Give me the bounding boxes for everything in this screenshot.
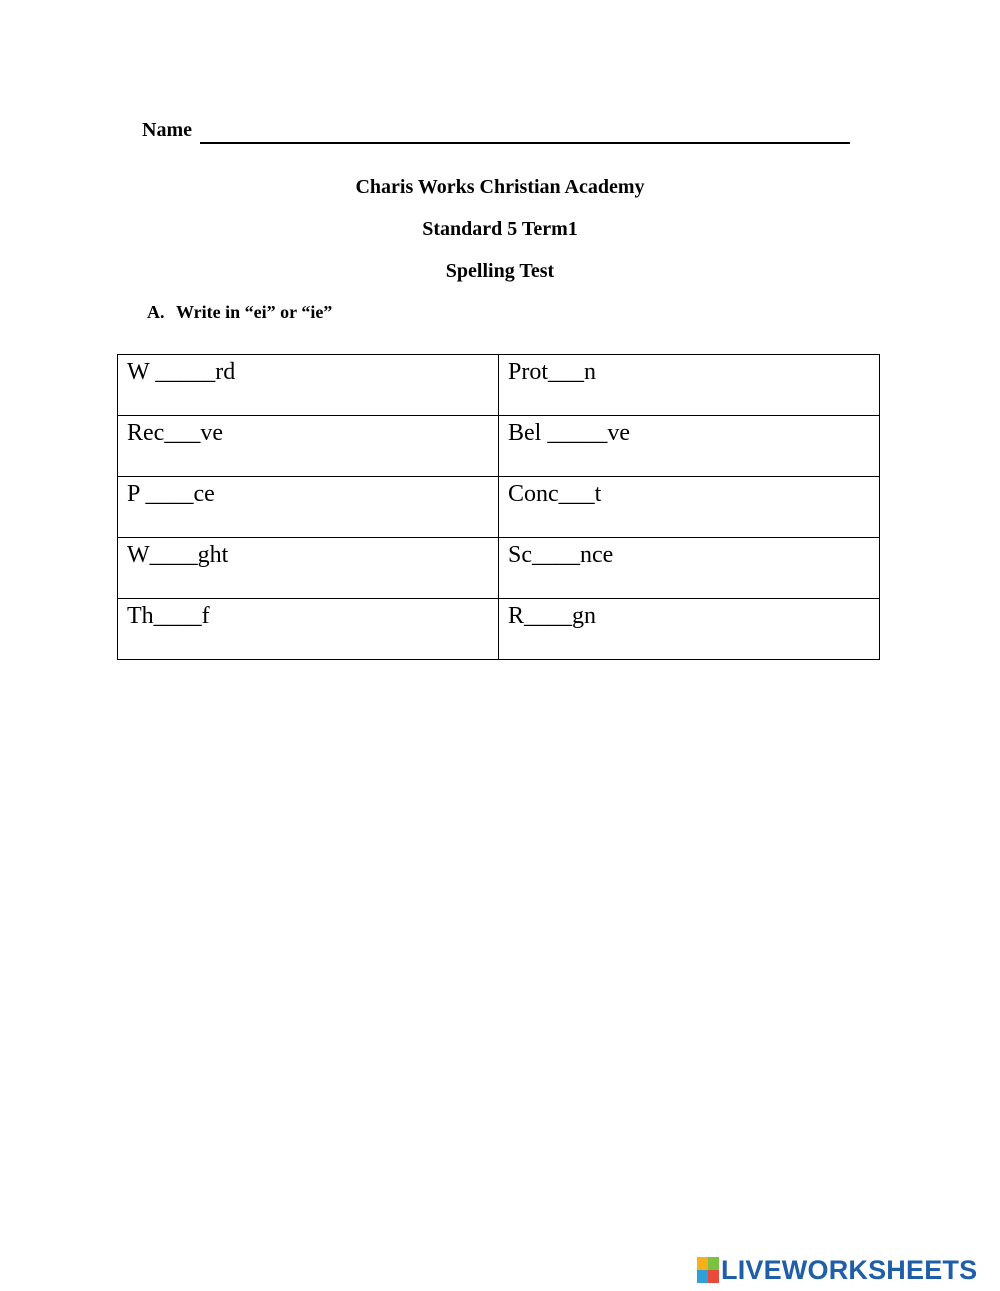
test-title: Spelling Test (445, 260, 555, 282)
school-name: Charis Works Christian Academy (355, 176, 645, 198)
logo-block (708, 1257, 719, 1270)
logo-block (697, 1257, 708, 1270)
table-row (118, 477, 880, 538)
table-row (118, 355, 880, 416)
name-blank-line[interactable] (200, 118, 850, 144)
logo-blocks-icon (697, 1257, 719, 1283)
table-row (118, 416, 880, 477)
grade-term: Standard 5 Term1 (422, 218, 578, 240)
word-cell[interactable]: R____gn (499, 599, 880, 660)
logo-text: LIVEWORKSHEETS (721, 1255, 978, 1285)
instruction-text: Write in “ei” or “ie” (176, 302, 333, 322)
logo-block (708, 1270, 719, 1283)
table-row (118, 599, 880, 660)
name-label: Name (142, 119, 192, 141)
word-cell[interactable]: W _____rd (118, 355, 499, 416)
spelling-table (117, 354, 880, 660)
liveworksheets-logo (697, 1256, 977, 1284)
table-row (118, 538, 880, 599)
instruction (147, 300, 332, 324)
instruction-marker: A. (147, 302, 165, 322)
word-cell[interactable]: Bel _____ve (499, 416, 880, 477)
logo-block (697, 1270, 708, 1283)
word-cell[interactable]: Sc____nce (499, 538, 880, 599)
word-cell[interactable]: Conc___t (499, 477, 880, 538)
name-field-row (142, 116, 850, 144)
word-cell[interactable]: Th____f (118, 599, 499, 660)
word-cell[interactable]: Rec___ve (118, 416, 499, 477)
word-cell[interactable]: W____ght (118, 538, 499, 599)
word-cell[interactable]: Prot___n (499, 355, 880, 416)
word-cell[interactable]: P ____ce (118, 477, 499, 538)
